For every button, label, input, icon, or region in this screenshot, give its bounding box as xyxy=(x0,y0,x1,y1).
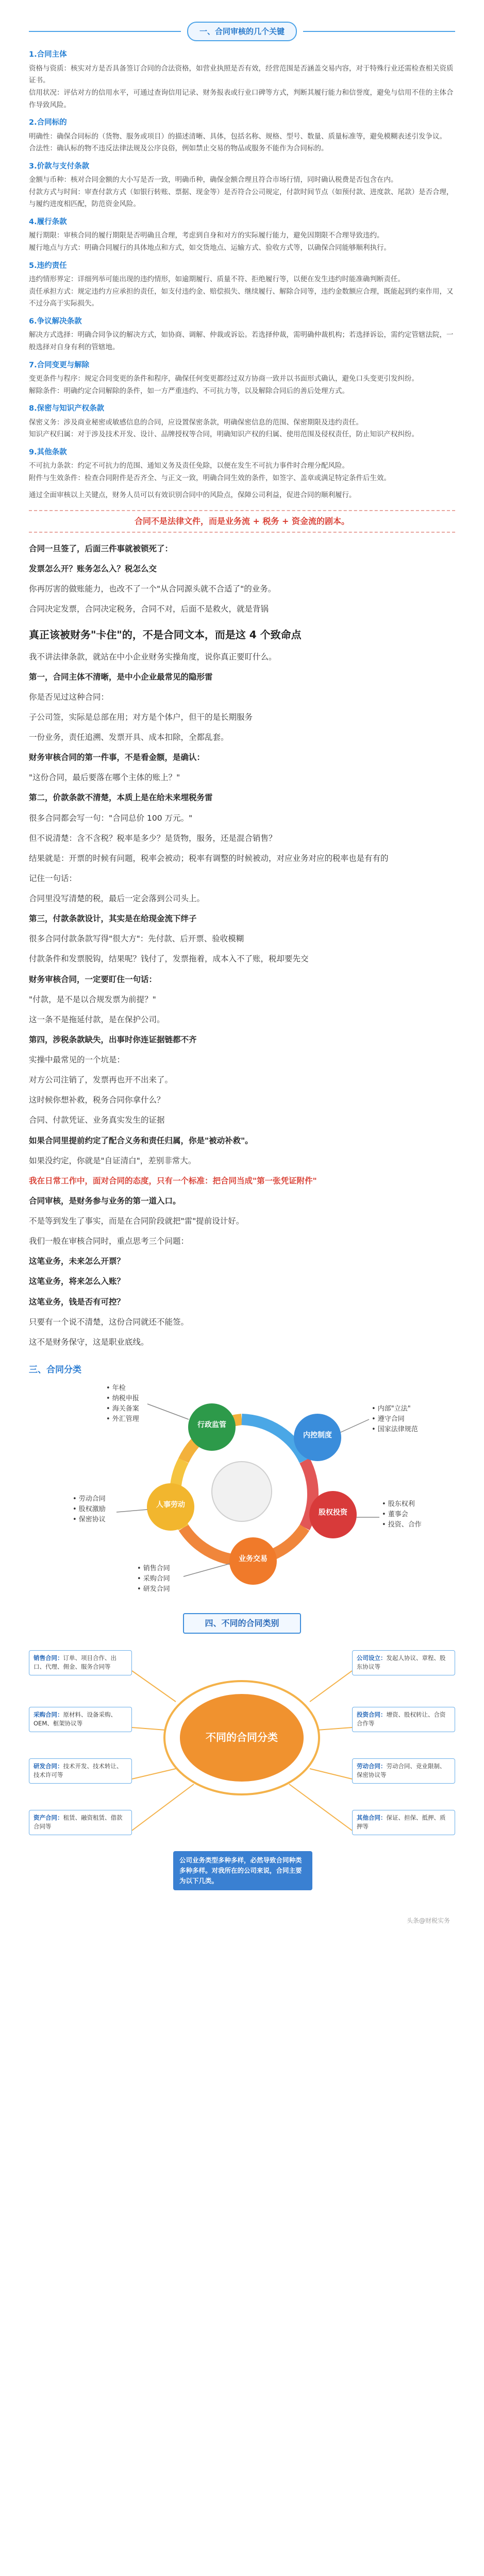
category-box-heading: 资产合同： xyxy=(34,1814,63,1821)
diagram-label: • 股权激励 xyxy=(73,1505,106,1513)
paragraph: 这笔业务，未来怎么开票？ xyxy=(29,1257,125,1266)
labels-hr xyxy=(73,1494,106,1525)
paragraph: 对方公司注销了，发票再也开不出来了。 xyxy=(29,1075,173,1085)
circle-label-gov: 行政监管 xyxy=(197,1420,226,1429)
paragraph: 合同一旦签了，后面三件事就被锁死了： xyxy=(29,544,173,553)
key-point-line: 付款方式与时间：审查付款方式（如银行转账、票据、现金等）是否符合公司规定，付款时间节点（如预付款、进度款、尾款）是否合理，与履约进度相匹配，防范资金风险。 xyxy=(29,188,454,209)
labels-equity xyxy=(382,1499,422,1530)
connector-control xyxy=(341,1419,369,1432)
summary-text: 通过全面审核以上关键点，财务人员可以有效识别合同中的风险点，保障公司利益，促进合同的顺利履行。 xyxy=(29,491,356,500)
key-point-line: 附件与生效条件：检查合同附件是否齐全、与正文一致，明确合同生效的条件，如签字、盖章或满足特定条件后生效。 xyxy=(29,473,391,482)
diagram-label: • 纳税申报 xyxy=(106,1394,139,1402)
connector-hr xyxy=(116,1510,147,1512)
key-point-item xyxy=(29,359,455,398)
link-l2 xyxy=(132,1727,165,1730)
category-box-heading: 采购合同： xyxy=(34,1710,63,1718)
paragraph: 很多合同付款条款写得"很大方"：先付款、后开票、验收模糊 xyxy=(29,934,244,944)
paragraph: 财务审核合同的第一件事，不是看金额，是确认： xyxy=(29,753,205,762)
category-header xyxy=(29,1613,455,1634)
link-r1 xyxy=(310,1671,352,1702)
paragraph: 很多合同都会写一句："合同总价 100 万元。" xyxy=(29,813,193,823)
key-point-line: 履行期限：审核合同的履行期限是否明确且合理，考虑到自身和对方的实际履行能力，避免因期限不合理导致违约。 xyxy=(29,231,384,240)
paragraph: 这笔业务，钱是否有可控？ xyxy=(29,1297,125,1307)
link-r4 xyxy=(289,1784,352,1831)
diagram-label: • 海关备案 xyxy=(106,1404,139,1413)
paragraph: 第一，合同主体不清晰，是中小企业最常见的隐形雷 xyxy=(29,672,213,682)
key-point-line: 金额与币种：核对合同金额的大小写是否一致，明确币种，确保金额合理且符合市场行情，同时确认税费是否包含在内。 xyxy=(29,176,398,184)
key-point-line: 违约情形界定：详细列举可能出现的违约情形，如逾期履行、质量不符、拒绝履行等，以便在发生违约时能准确判断责任。 xyxy=(29,275,405,283)
key-point-item xyxy=(29,160,455,211)
paragraph: 合同决定发票，合同决定税务，合同不对，后面不是救火，就是背锅 xyxy=(29,604,269,614)
key-point-item xyxy=(29,216,455,255)
paragraph: 这一条不是拖延付款，是在保护公司。 xyxy=(29,1014,165,1024)
circle-label-hr: 人事劳动 xyxy=(156,1500,185,1509)
category-box xyxy=(352,1810,455,1836)
category-box-heading: 销售合同： xyxy=(34,1654,63,1662)
diagram-label: • 销售合同 xyxy=(137,1564,170,1572)
paragraph: 子公司签，实际是总部在用；对方是个体户，但干的是长期服务 xyxy=(29,712,253,722)
category-box-text: 技术开发、技术转让、技术许可等 xyxy=(34,1762,123,1779)
diagram-label: • 遵守合同 xyxy=(372,1415,405,1423)
key-point-item xyxy=(29,402,455,441)
diagram-label: • 国家法律规范 xyxy=(372,1425,418,1433)
category-title: 四、不同的合同类别 xyxy=(183,1613,301,1634)
key-point-title: 2.合同标的 xyxy=(29,118,67,127)
labels-trade xyxy=(137,1564,170,1595)
category-box-text: 租赁、融资租赁、借款合同等 xyxy=(34,1814,123,1831)
category-box-heading: 研发合同： xyxy=(34,1762,63,1770)
key-point-line: 解决方式选择：明确合同争议的解决方式，如协商、调解、仲裁或诉讼。若选择仲裁，需明确仲裁机构；若选择诉讼，需约定管辖法院，一般选择对自身有利的管辖地。 xyxy=(29,331,454,351)
paragraph: 实操中最常见的一个坑是： xyxy=(29,1055,125,1064)
key-point-line: 保密义务：涉及商业秘密或敏感信息的合同，应设置保密条款，明确保密信息的范围、保密期限及违约责任。 xyxy=(29,418,363,427)
category-box xyxy=(352,1650,455,1676)
diagram-label: • 劳动合同 xyxy=(73,1495,106,1503)
connector-gov xyxy=(147,1404,189,1419)
category-box-heading: 劳动合同： xyxy=(357,1762,387,1770)
diagram-label: • 研发合同 xyxy=(137,1585,170,1593)
diagram-label: • 内部"立法" xyxy=(372,1404,411,1413)
paragraph: 如果没约定，你就是"自证清白"，差别非常大。 xyxy=(29,1156,196,1165)
paragraph: 记住一句话： xyxy=(29,873,77,883)
category-box-text: 原材料、设备采购、OEM、框架协议等 xyxy=(34,1710,116,1727)
section-header-1 xyxy=(29,22,455,41)
category-box-text: 订单、项目合作、出口、代理、佣金、服务合同等 xyxy=(34,1654,116,1671)
category-box-text: 发起人协议、章程、股东协议等 xyxy=(357,1654,446,1671)
paragraph: "付款，是不是以合规发票为前提？" xyxy=(29,994,156,1004)
category-box xyxy=(29,1650,132,1676)
circle-label-equity: 股权投资 xyxy=(319,1508,347,1517)
key-point-title: 8.保密与知识产权条款 xyxy=(29,404,105,413)
diagram-title: 三、合同分类 xyxy=(29,1364,81,1375)
diagram-label: • 采购合同 xyxy=(137,1574,170,1583)
key-point-item xyxy=(29,315,455,354)
paragraph: 发票怎么开？账务怎么入？税怎么交 xyxy=(29,564,157,574)
link-r3 xyxy=(310,1769,352,1779)
link-l3 xyxy=(132,1769,176,1779)
paragraph: 这不是财务保守，这是职业底线。 xyxy=(29,1337,149,1347)
paragraph: 合同、付款凭证、业务真实发生的证据 xyxy=(29,1115,165,1125)
key-point-line: 变更条件与程序：规定合同变更的条件和程序，确保任何变更都经过双方协商一致并以书面形式确认，避免口头变更引发纠纷。 xyxy=(29,374,419,383)
category-box-heading: 投资合同： xyxy=(357,1710,387,1718)
diagram-label: • 股东权利 xyxy=(382,1500,415,1508)
category-box xyxy=(352,1758,455,1784)
watermark: 头条@财税实务 xyxy=(406,1917,450,1924)
center-circle xyxy=(212,1462,272,1521)
info-note: 公司业务类型多种多样，必然导致合同种类多种多样。对我所在的公司来说，合同主要为以下几类。 xyxy=(173,1851,312,1890)
paragraph: 第四，涉税条款缺失，出事时你连证据链都不齐 xyxy=(29,1035,197,1044)
paragraph: 第三，付款条款设计，其实是在给现金流下绊子 xyxy=(29,914,197,924)
diagram-label: • 保密协议 xyxy=(73,1515,106,1523)
key-point-item xyxy=(29,260,455,310)
link-l4 xyxy=(132,1784,194,1831)
contract-types-chart xyxy=(29,1640,455,1928)
key-point-line: 责任承担方式：规定违约方应承担的责任，如支付违约金、赔偿损失、继续履行、解除合同等，违约金数额应合理，既能起到约束作用，又不过分高于实际损失。 xyxy=(29,287,454,308)
quote-header: 合同不是法律文件，而是业务流 + 税务 + 资金流的剧本。 xyxy=(29,510,455,533)
category-box xyxy=(29,1758,132,1784)
paragraph: 如果合同里提前约定了配合义务和责任归属，你是"被动补救"。 xyxy=(29,1136,253,1145)
article-body xyxy=(29,542,455,1349)
paragraph: 真正该被财务"卡住"的，不是合同文本，而是这 4 个致命点 xyxy=(29,628,302,641)
paragraph: 只要有一个说不清楚，这份合同就还不能签。 xyxy=(29,1317,189,1327)
category-box-heading: 公司设立： xyxy=(357,1654,387,1662)
category-box-text: 增资、股权转让、合资合作等 xyxy=(357,1710,446,1727)
key-point-line: 解除条件：明确约定合同解除的条件，如一方严重违约、不可抗力等，以及解除合同后的善后处理方式。 xyxy=(29,386,349,395)
key-point-item xyxy=(29,48,455,111)
labels-control xyxy=(372,1404,418,1435)
paragraph: 但不说清楚：含不含税？税率是多少？是货物，服务，还是混合销售？ xyxy=(29,833,277,843)
key-point-title: 1.合同主体 xyxy=(29,50,67,59)
diagram-label: • 年检 xyxy=(106,1384,126,1392)
paragraph: 合同审核，是财务参与业务的第一道入口。 xyxy=(29,1196,181,1206)
category-box-text: 劳动合同、竞业限制、保密协议等 xyxy=(357,1762,446,1779)
paragraph: 第二，价款条款不清楚，本质上是在给未来埋税务雷 xyxy=(29,793,213,803)
key-point-title: 5.违约责任 xyxy=(29,261,67,270)
contract-category-diagram xyxy=(29,1383,455,1600)
key-points-list xyxy=(29,48,455,484)
paragraph: 结果就是：开票的时候有问题，税率会被动；税率有调整的时候被动，对应业务对应的税率也是有有的 xyxy=(29,853,389,863)
diagram-label: • 投资、合作 xyxy=(382,1520,422,1529)
key-point-title: 9.其他条款 xyxy=(29,448,67,456)
paragraph: 财务审核合同，一定要盯住一句话： xyxy=(29,974,157,984)
circle-label-trade: 业务交易 xyxy=(239,1554,268,1563)
category-box xyxy=(29,1810,132,1836)
paragraph: 付款条件和发票脱钩，结果呢？钱付了，发票拖着，成本入不了账，税却要先交 xyxy=(29,954,309,964)
paragraph: 这笔业务，将来怎么入账？ xyxy=(29,1277,125,1286)
key-point-line: 信用状况：评估对方的信用水平，可通过查询信用记录、财务报表或行业口碑等方式，判断其履行能力和信誉度，避免与信用不佳的主体合作导致风险。 xyxy=(29,88,454,109)
key-point-item xyxy=(29,446,455,485)
paragraph: 这时候你想补救，税务合同你拿什么？ xyxy=(29,1095,165,1105)
section-title: 一、合同审核的几个关键 xyxy=(187,22,297,41)
category-box-text: 保证、担保、抵押、质押等 xyxy=(357,1814,446,1831)
key-point-title: 6.争议解决条款 xyxy=(29,317,82,326)
category-box xyxy=(352,1707,455,1733)
key-point-line: 合法性：确认标的物不违反法律法规及公序良俗，例如禁止交易的物品或服务不能作为合同标的。 xyxy=(29,144,328,153)
diagram-label: • 董事会 xyxy=(382,1510,408,1518)
center-label: 不同的合同分类 xyxy=(206,1731,278,1744)
key-point-line: 明确性：确保合同标的（货物、服务或项目）的描述清晰、具体，包括名称、规格、型号、数量、质量标准等，避免模糊表述引发争议。 xyxy=(29,132,446,141)
link-l1 xyxy=(132,1671,176,1702)
category-box-heading: 其他合同： xyxy=(357,1814,387,1821)
key-point-item xyxy=(29,116,455,155)
link-r2 xyxy=(318,1727,352,1730)
circle-label-control: 内控制度 xyxy=(303,1431,332,1439)
key-point-title: 4.履行条款 xyxy=(29,218,67,226)
key-point-title: 7.合同变更与解除 xyxy=(29,361,90,369)
paragraph: "这份合同，最后要落在哪个主体的账上？" xyxy=(29,773,180,783)
paragraph: 一份业务，责任追溯、发票开具、成本扣除，全都乱套。 xyxy=(29,733,229,742)
diagram-label: • 外汇管理 xyxy=(106,1415,139,1423)
paragraph: 你是否见过这种合同： xyxy=(29,692,109,702)
paragraph: 我在日常工作中，面对合同的态度，只有一个标准：把合同当成"第一张凭证附件" xyxy=(29,1176,317,1185)
paragraph: 你再厉害的做账能力，也改不了一个"从合同源头就不合适了"的业务。 xyxy=(29,584,276,594)
labels-gov xyxy=(106,1383,139,1425)
paragraph: 合同里没写清楚的税，最后一定会落到公司头上。 xyxy=(29,894,205,903)
paragraph: 我不讲法律条款，就站在中小企业财务实操角度，说你真正要盯什么。 xyxy=(29,652,277,662)
key-point-line: 履行地点与方式：明确合同履行的具体地点和方式，如交货地点、运输方式、验收方式等，以确保合同能够顺利执行。 xyxy=(29,244,391,252)
key-point-line: 知识产权归属：对于涉及技术开发、设计、品牌授权等合同，明确知识产权的归属、使用范围及侵权责任，防止知识产权纠纷。 xyxy=(29,430,419,439)
connector-trade xyxy=(183,1564,230,1577)
key-point-line: 不可抗力条款：约定不可抗力的范围、通知义务及责任免除，以便在发生不可抗力事件时合理分配风险。 xyxy=(29,462,349,470)
key-point-line: 资格与资质：核实对方是否具备签订合同的合法资格，如营业执照是否有效，经营范围是否涵盖交易内容，对于特殊行业还需检查相关资质证书。 xyxy=(29,64,454,85)
key-point-title: 3.价款与支付条款 xyxy=(29,162,90,171)
category-box xyxy=(29,1707,132,1733)
paragraph: 不是等到发生了事实，而是在合同阶段就把"雷"提前设计好。 xyxy=(29,1216,244,1226)
paragraph: 我们一般在审核合同时，重点思考三个问题： xyxy=(29,1236,189,1246)
